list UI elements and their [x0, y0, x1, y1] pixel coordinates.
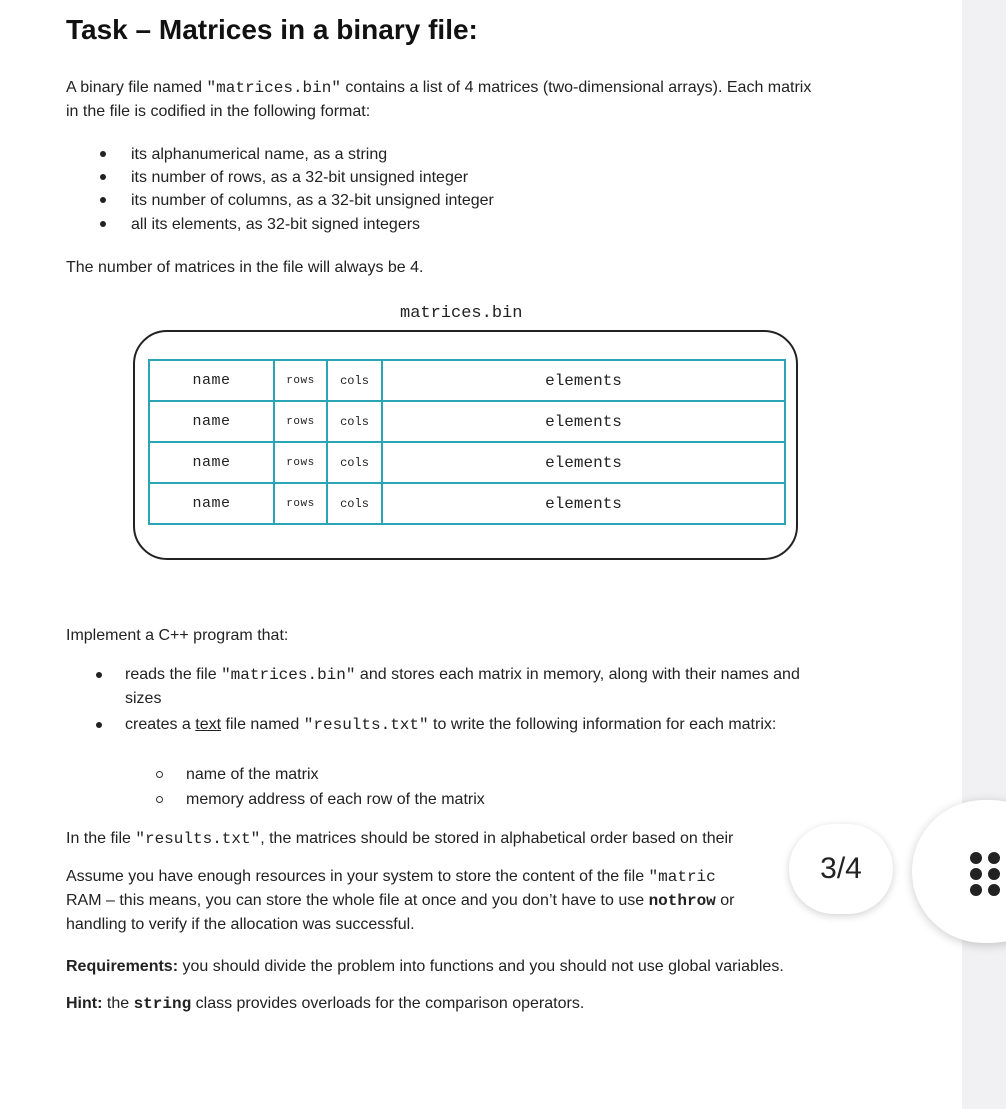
diagram-caption: matrices.bin: [400, 304, 523, 323]
bullet-icon: [100, 151, 106, 157]
cell-rows: rows: [274, 442, 327, 483]
task-item-write: [125, 713, 776, 737]
circle-bullet-icon: [156, 796, 163, 803]
requirements-label: Requirements:: [66, 958, 179, 975]
order-text-2: , the matrices should be stored in alphabetical order based on their: [260, 830, 734, 847]
task2-underlined: text: [195, 716, 222, 733]
intro-text-1: A binary file named: [66, 79, 207, 96]
more-dots-icon: [988, 868, 1000, 880]
sub-item: memory address of each row of the matrix: [186, 791, 485, 808]
intro-text-2: contains a list of 4 matrices (two-dimensional arrays). Each matrix: [340, 79, 812, 96]
hint-label: Hint:: [66, 995, 103, 1012]
requirements-text: you should divide the problem into functions and you should not use global variables.: [178, 958, 784, 975]
task1-text-2: and stores each matrix in memory, along with their names and: [355, 666, 800, 683]
format-item: its alphanumerical name, as a string: [131, 146, 388, 163]
cell-cols: cols: [327, 401, 382, 442]
bullet-icon: [100, 197, 106, 203]
intro-text-3: in the file is codified in the following format:: [66, 103, 371, 120]
cell-name: name: [149, 401, 274, 442]
task2-filename: "results.txt": [303, 716, 429, 734]
cell-name: name: [149, 483, 274, 524]
count-note: The number of matrices in the file will always be 4.: [66, 259, 424, 276]
sub-item: name of the matrix: [186, 766, 319, 783]
task2-text-2: file named: [221, 716, 304, 733]
table-row: [149, 442, 785, 483]
task1-text-1: reads the file: [125, 666, 222, 683]
table-row: [149, 401, 785, 442]
task1-text-3: sizes: [125, 690, 162, 707]
order-paragraph: [66, 827, 733, 851]
format-item: its number of columns, as a 32-bit unsigned integer: [131, 192, 494, 209]
hint-paragraph: [66, 992, 584, 1016]
task2-text-1: creates a: [125, 716, 196, 733]
assume-text-3: or: [715, 892, 735, 909]
assume-text-2: RAM – this means, you can store the whole file at once and you don’t have to use: [66, 892, 649, 909]
cell-name: name: [149, 442, 274, 483]
cell-cols: cols: [327, 442, 382, 483]
assume-filename: "matric: [648, 868, 716, 886]
cell-elements: elements: [382, 360, 785, 401]
more-dots-icon: [970, 852, 982, 864]
cell-rows: rows: [274, 360, 327, 401]
task2-text-3: to write the following information for each matrix:: [428, 716, 777, 733]
bullet-icon: [100, 174, 106, 180]
more-dots-icon: [988, 852, 1000, 864]
bullet-icon: [96, 672, 102, 678]
cell-elements: elements: [382, 442, 785, 483]
cell-cols: cols: [327, 360, 382, 401]
cell-name: name: [149, 360, 274, 401]
bullet-icon: [96, 722, 102, 728]
order-filename: "results.txt": [135, 830, 261, 848]
more-options-button[interactable]: [912, 800, 1006, 943]
hint-text-2: class provides overloads for the comparison operators.: [191, 995, 585, 1012]
intro-filename: "matrices.bin": [206, 79, 341, 97]
assume-text-1: Assume you have enough resources in your system to store the content of the file: [66, 868, 649, 885]
circle-bullet-icon: [156, 771, 163, 778]
more-dots-icon: [988, 884, 1000, 896]
page-indicator: 3/4: [789, 824, 893, 914]
requirements-paragraph: [66, 955, 784, 978]
page-title: Task – Matrices in a binary file:: [66, 14, 478, 45]
cell-elements: elements: [382, 401, 785, 442]
cell-cols: cols: [327, 483, 382, 524]
matrix-layout-table: [148, 359, 786, 525]
more-dots-icon: [970, 868, 982, 880]
format-item: all its elements, as 32-bit signed integers: [131, 216, 421, 233]
hint-keyword: string: [133, 995, 192, 1013]
assume-paragraph: [66, 865, 734, 936]
bullet-icon: [100, 221, 106, 227]
task-item-read: [125, 663, 800, 710]
table-row: [149, 483, 785, 524]
implement-intro: Implement a C++ program that:: [66, 627, 289, 644]
task1-filename: "matrices.bin": [221, 666, 356, 684]
intro-paragraph: [66, 76, 811, 123]
order-text-1: In the file: [66, 830, 136, 847]
table-row: [149, 360, 785, 401]
cell-rows: rows: [274, 483, 327, 524]
assume-text-4: handling to verify if the allocation was successful.: [66, 916, 415, 933]
format-item: its number of rows, as a 32-bit unsigned integer: [131, 169, 469, 186]
assume-keyword: nothrow: [648, 892, 716, 910]
cell-elements: elements: [382, 483, 785, 524]
hint-text-1: the: [102, 995, 134, 1012]
cell-rows: rows: [274, 401, 327, 442]
more-dots-icon: [970, 884, 982, 896]
